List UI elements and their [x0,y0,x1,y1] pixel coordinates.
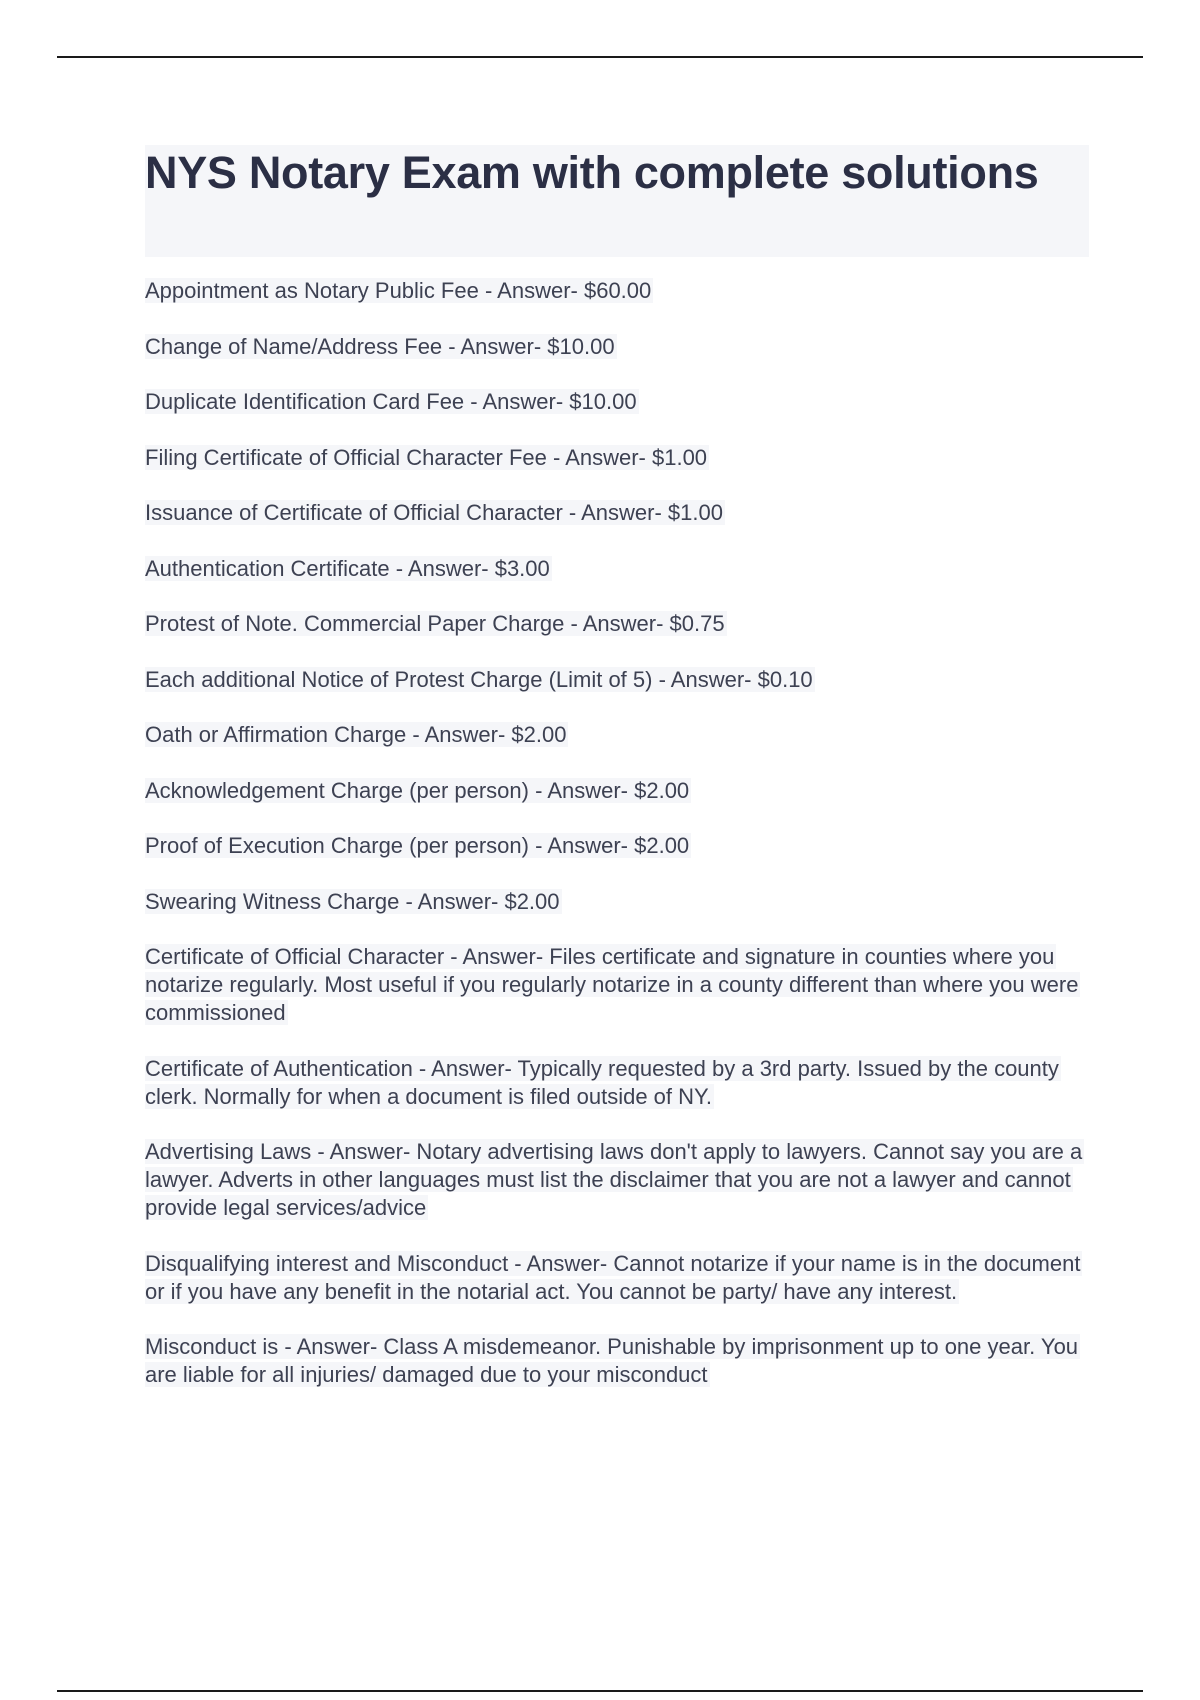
qa-item [145,277,1089,305]
qa-item [145,1333,1089,1389]
qa-item [145,777,1089,805]
qa-text: Misconduct is - Answer- Class A misdemeanor. Punishable by imprisonment up to one year. You are liable for all injuries/ damaged due to your misconduct [145,1334,1079,1387]
qa-item [145,1055,1089,1111]
qa-item [145,610,1089,638]
header-rule [57,56,1143,58]
document-body [145,145,1089,1417]
qa-item [145,333,1089,361]
qa-text: Issuance of Certificate of Official Character - Answer- $1.00 [145,500,723,525]
qa-list [145,277,1089,1389]
qa-item [145,444,1089,472]
qa-text: Each additional Notice of Protest Charge (Limit of 5) - Answer- $0.10 [145,666,813,692]
qa-text: Protest of Note. Commercial Paper Charge - Answer- $0.75 [145,611,725,636]
qa-item [145,499,1089,527]
qa-item [145,1138,1089,1222]
qa-text: Appointment as Notary Public Fee - Answer- $60.00 [145,278,652,303]
qa-text: Certificate of Authentication - Answer- Typically requested by a 3rd party. Issued by the county clerk. Normally for when a document is filed outside of NY. [145,1055,1059,1109]
footer-rule [57,1690,1143,1692]
qa-item [145,666,1089,694]
qa-item [145,388,1089,416]
qa-text: Swearing Witness Charge - Answer- $2.00 [145,888,560,914]
qa-item [145,555,1089,583]
qa-text: Oath or Affirmation Charge - Answer- $2.00 [145,722,567,747]
qa-item [145,721,1089,749]
qa-text: Duplicate Identification Card Fee - Answer- $10.00 [145,389,637,414]
qa-text: Advertising Laws - Answer- Notary advertising laws don't apply to lawyers. Cannot say you are a lawyer. Adverts in other languages must list the disclaimer that you are not a lawyer and cannot provide legal services/advice [145,1139,1083,1220]
qa-text: Filing Certificate of Official Character Fee - Answer- $1.00 [145,444,708,470]
qa-item [145,832,1089,860]
qa-text: Authentication Certificate - Answer- $3.00 [145,555,550,581]
page-title: NYS Notary Exam with complete solutions [145,147,1039,198]
qa-item [145,1250,1089,1306]
title-block [145,145,1089,257]
qa-text: Acknowledgement Charge (per person) - Answer- $2.00 [145,777,690,803]
qa-text: Certificate of Official Character - Answer- Files certificate and signature in counties where you notarize regularly. Most useful if you regularly notarize in a county different than where you were commissioned [145,944,1079,1025]
qa-text: Disqualifying interest and Misconduct - Answer- Cannot notarize if your name is in the document or if you have any benefit in the notarial act. You cannot be party/ have any interest. [145,1250,1081,1304]
qa-text: Change of Name/Address Fee - Answer- $10.00 [145,333,615,359]
qa-text: Proof of Execution Charge (per person) - Answer- $2.00 [145,833,690,858]
qa-item [145,943,1089,1027]
qa-item [145,888,1089,916]
